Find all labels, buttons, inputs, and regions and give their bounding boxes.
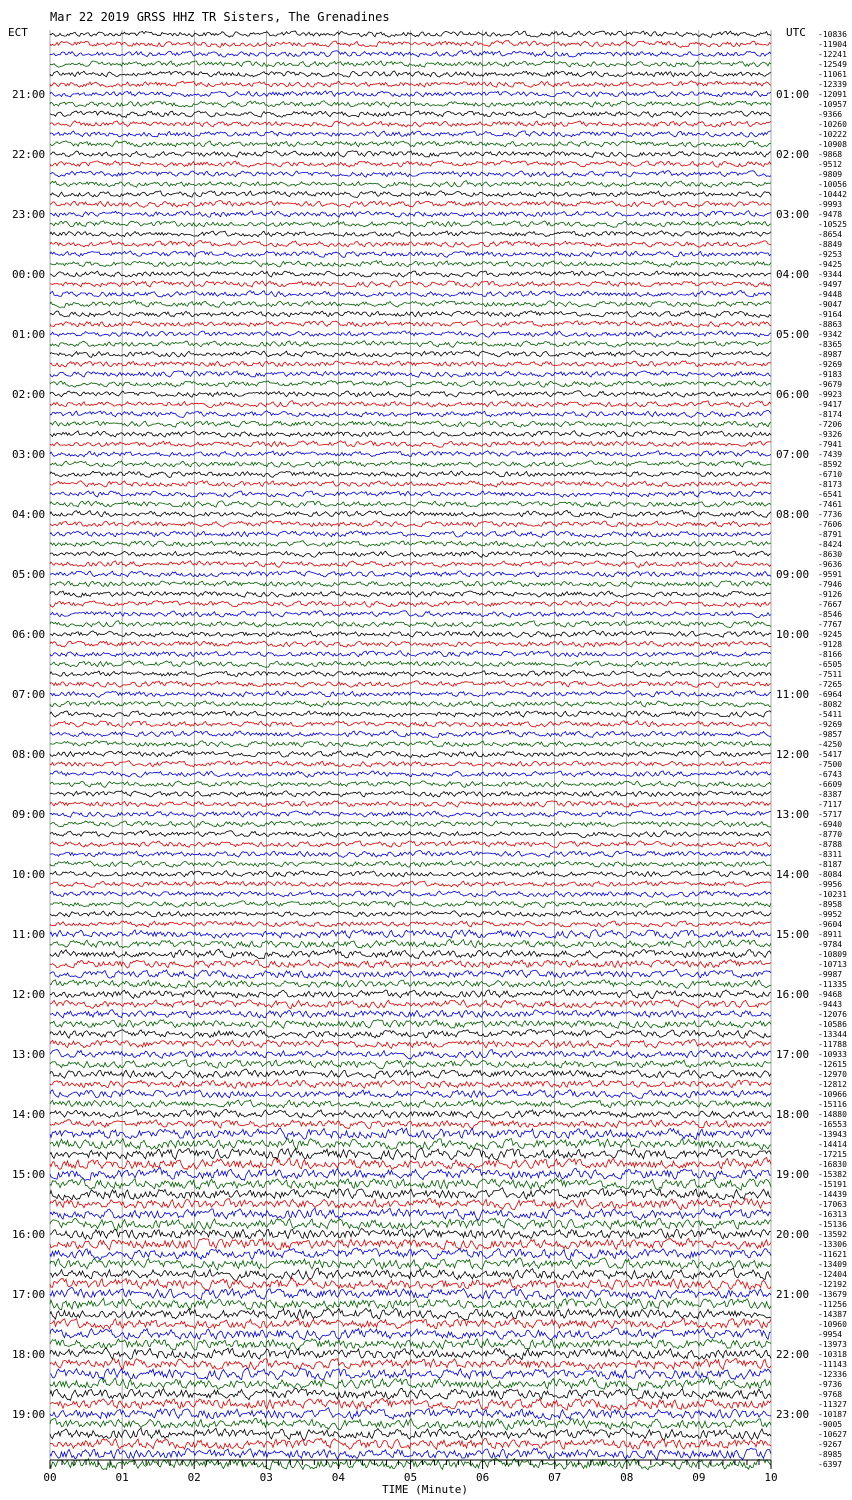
x-tick-label: 09	[692, 1471, 706, 1484]
trace-offset-label: -8166	[818, 650, 843, 659]
trace-offset-label: -9952	[818, 910, 843, 919]
trace-offset-label: -8987	[818, 350, 843, 359]
trace-offset-label: -6743	[818, 770, 843, 779]
trace-offset-label: -11904	[818, 40, 847, 49]
trace-offset-label: -7767	[818, 620, 843, 629]
left-hour-label: 13:00	[12, 1048, 46, 1061]
trace-offset-label: -16313	[818, 1210, 847, 1219]
left-hour-label: 05:00	[12, 568, 46, 581]
left-hour-label: 02:00	[12, 388, 46, 401]
trace-offset-label: -9857	[818, 730, 843, 739]
trace-offset-label: -8985	[818, 1450, 843, 1459]
trace-offset-label: -8863	[818, 320, 843, 329]
trace-offset-label: -10260	[818, 120, 847, 129]
trace-offset-label: -9679	[818, 380, 843, 389]
trace-offset-label: -9047	[818, 300, 843, 309]
trace-offset-label: -10933	[818, 1050, 847, 1059]
trace-offset-label: -5417	[818, 750, 843, 759]
trace-offset-label: -8082	[818, 700, 843, 709]
trace-offset-label: -9923	[818, 390, 843, 399]
trace-offset-label: -9417	[818, 400, 843, 409]
trace-offset-label: -13306	[818, 1240, 847, 1249]
trace-offset-label: -6964	[818, 690, 843, 699]
trace-offset-label: -7736	[818, 510, 843, 519]
trace-offset-label: -8958	[818, 900, 843, 909]
x-tick-label: 00	[43, 1471, 57, 1484]
trace-offset-label: -12336	[818, 1370, 847, 1379]
trace-offset-label: -13943	[818, 1130, 847, 1139]
left-hour-label: 09:00	[12, 808, 46, 821]
trace-offset-label: -9326	[818, 430, 843, 439]
trace-offset-label: -9366	[818, 110, 843, 119]
trace-offset-label: -8174	[818, 410, 843, 419]
trace-offset-label: -8849	[818, 240, 843, 249]
trace-offset-label: -9512	[818, 160, 843, 169]
trace-offset-label: -16830	[818, 1160, 847, 1169]
trace-offset-label: -8911	[818, 930, 843, 939]
trace-offset-label: -10442	[818, 190, 847, 199]
right-hour-label: 20:00	[776, 1228, 810, 1241]
trace-offset-label: -12091	[818, 90, 847, 99]
trace-offset-label: -15191	[818, 1180, 847, 1189]
trace-offset-label: -14387	[818, 1310, 847, 1319]
trace-offset-label: -11621	[818, 1250, 847, 1259]
right-hour-label: 10:00	[776, 628, 810, 641]
trace-offset-label: -10836	[818, 30, 847, 39]
trace-offset-label: -10957	[818, 100, 847, 109]
trace-offset-label: -6397	[818, 1460, 843, 1469]
left-hour-label: 16:00	[12, 1228, 46, 1241]
trace-offset-label: -12241	[818, 50, 847, 59]
trace-offset-label: -8546	[818, 610, 843, 619]
trace-offset-label: -11788	[818, 1040, 847, 1049]
trace-offset-label: -10960	[818, 1320, 847, 1329]
trace-offset-label: -7439	[818, 450, 843, 459]
trace-offset-label: -7941	[818, 440, 843, 449]
x-tick-label: 03	[259, 1471, 273, 1484]
right-hour-label: 19:00	[776, 1168, 810, 1181]
trace-offset-label: -4250	[818, 740, 843, 749]
right-hour-label: 18:00	[776, 1108, 810, 1121]
trace-offset-label: -10586	[818, 1020, 847, 1029]
right-hour-label: 14:00	[776, 868, 810, 881]
right-hour-label: 04:00	[776, 268, 810, 281]
trace-offset-label: -6710	[818, 470, 843, 479]
right-hour-label: 16:00	[776, 988, 810, 1001]
right-hour-label: 15:00	[776, 928, 810, 941]
left-hour-label: 10:00	[12, 868, 46, 881]
right-hour-label: 07:00	[776, 448, 810, 461]
trace-offset-label: -7265	[818, 680, 843, 689]
trace-offset-label: -10187	[818, 1410, 847, 1419]
trace-offset-label: -7206	[818, 420, 843, 429]
right-timezone-label: UTC	[786, 26, 806, 39]
trace-offset-label: -6505	[818, 660, 843, 669]
trace-offset-label: -9478	[818, 210, 843, 219]
right-hour-label: 08:00	[776, 508, 810, 521]
right-hour-label: 03:00	[776, 208, 810, 221]
x-tick-label: 02	[187, 1471, 201, 1484]
trace-offset-label: -17063	[818, 1200, 847, 1209]
trace-offset-label: -12812	[818, 1080, 847, 1089]
trace-offset-label: -9604	[818, 920, 843, 929]
right-hour-label: 22:00	[776, 1348, 810, 1361]
trace-offset-label: -8187	[818, 860, 843, 869]
trace-offset-label: -7117	[818, 800, 843, 809]
trace-offset-label: -8791	[818, 530, 843, 539]
trace-offset-label: -13679	[818, 1290, 847, 1299]
left-hour-label: 23:00	[12, 208, 46, 221]
left-hour-label: 19:00	[12, 1408, 46, 1421]
right-hour-labels	[776, 88, 809, 1421]
trace-offset-label: -14880	[818, 1110, 847, 1119]
trace-offset-label: -13409	[818, 1260, 847, 1269]
trace-offset-label: -12970	[818, 1070, 847, 1079]
left-hour-label: 11:00	[12, 928, 46, 941]
trace-offset-label: -11061	[818, 70, 847, 79]
trace-offset-label: -11143	[818, 1360, 847, 1369]
left-hour-label: 21:00	[12, 88, 46, 101]
trace-offset-label: -10908	[818, 140, 847, 149]
trace-offset-label: -9245	[818, 630, 843, 639]
left-hour-label: 22:00	[12, 148, 46, 161]
trace-offset-label: -12076	[818, 1010, 847, 1019]
trace-offset-label: -8387	[818, 790, 843, 799]
trace-offset-label: -5411	[818, 710, 843, 719]
trace-offset-label: -13344	[818, 1030, 847, 1039]
trace-offset-label: -9768	[818, 1390, 843, 1399]
left-hour-label: 14:00	[12, 1108, 46, 1121]
trace-offset-label: -6541	[818, 490, 843, 499]
left-hour-label: 06:00	[12, 628, 46, 641]
trace-offset-label: -5717	[818, 810, 843, 819]
x-tick-label: 05	[403, 1471, 418, 1484]
trace-offset-label: -9425	[818, 260, 843, 269]
trace-offset-label: -13592	[818, 1230, 847, 1239]
trace-offset-label: -9342	[818, 330, 843, 339]
trace-offset-label: -7511	[818, 670, 843, 679]
right-hour-label: 21:00	[776, 1288, 810, 1301]
trace-offset-label: -8630	[818, 550, 843, 559]
trace-offset-label: -15136	[818, 1220, 847, 1229]
trace-offset-label: -8424	[818, 540, 843, 549]
trace-offset-label: -11335	[818, 980, 847, 989]
trace-offset-label: -8654	[818, 230, 843, 239]
trace-offset-label: -11327	[818, 1400, 847, 1409]
right-hour-label: 06:00	[776, 388, 810, 401]
trace-offset-label: -8592	[818, 460, 843, 469]
trace-offset-label: -10966	[818, 1090, 847, 1099]
trace-offset-label: -15382	[818, 1170, 847, 1179]
left-hour-label: 07:00	[12, 688, 46, 701]
left-hour-label: 08:00	[12, 748, 46, 761]
left-hour-label: 01:00	[12, 328, 46, 341]
right-hour-label: 17:00	[776, 1048, 810, 1061]
trace-offset-label: -9636	[818, 560, 843, 569]
trace-offset-label: -12339	[818, 80, 847, 89]
trace-offset-label: -9448	[818, 290, 843, 299]
trace-offset-label: -9443	[818, 1000, 843, 1009]
right-hour-label: 09:00	[776, 568, 810, 581]
trace-offset-label: -10056	[818, 180, 847, 189]
trace-offset-label: -9993	[818, 200, 843, 209]
trace-offset-label: -17215	[818, 1150, 847, 1159]
left-hour-label: 03:00	[12, 448, 46, 461]
x-tick-label: 04	[331, 1471, 346, 1484]
x-axis-ticks	[43, 1460, 777, 1484]
trace-offset-label: -9736	[818, 1380, 843, 1389]
trace-offset-label: -8788	[818, 840, 843, 849]
trace-offset-label: -10318	[818, 1350, 847, 1359]
right-hour-label: 23:00	[776, 1408, 810, 1421]
x-tick-label: 07	[548, 1471, 562, 1484]
trace-offset-label: -14439	[818, 1190, 847, 1199]
trace-offset-label: -10231	[818, 890, 847, 899]
trace-offset-label: -12549	[818, 60, 847, 69]
trace-offset-label: -9126	[818, 590, 843, 599]
trace-offset-label: -9344	[818, 270, 843, 279]
right-hour-label: 11:00	[776, 688, 810, 701]
left-hour-label: 15:00	[12, 1168, 46, 1181]
x-tick-label: 01	[115, 1471, 129, 1484]
trace-offset-label: -15116	[818, 1100, 847, 1109]
trace-offset-label: -10627	[818, 1430, 847, 1439]
trace-offset-label: -8084	[818, 870, 843, 879]
left-hour-label: 12:00	[12, 988, 46, 1001]
x-tick-label: 10	[764, 1471, 778, 1484]
right-hour-label: 02:00	[776, 148, 810, 161]
left-hour-label: 17:00	[12, 1288, 46, 1301]
x-axis-label: TIME (Minute)	[381, 1483, 469, 1496]
trace-offset-label: -6940	[818, 820, 843, 829]
trace-offset-label: -12192	[818, 1280, 847, 1289]
left-hour-label: 04:00	[12, 508, 46, 521]
trace-offset-label: -9809	[818, 170, 843, 179]
right-hour-label: 12:00	[776, 748, 810, 761]
trace-offset-label: -7667	[818, 600, 843, 609]
trace-offset-label: -11256	[818, 1300, 847, 1309]
trace-offset-label: -9269	[818, 360, 843, 369]
trace-offset-label: -9954	[818, 1330, 843, 1339]
trace-offset-label: -9468	[818, 990, 843, 999]
left-hour-labels	[12, 88, 45, 1421]
x-tick-label: 08	[620, 1471, 634, 1484]
trace-offset-label: -9784	[818, 940, 843, 949]
trace-offset-label: -9005	[818, 1420, 843, 1429]
trace-offset-label: -8770	[818, 830, 843, 839]
chart-title: Mar 22 2019 GRSS HHZ TR Sisters, The Grenadines	[50, 10, 390, 24]
trace-offset-label: -9591	[818, 570, 843, 579]
right-hour-label: 05:00	[776, 328, 810, 341]
trace-offset-label: -6609	[818, 780, 843, 789]
trace-offset-label: -10222	[818, 130, 847, 139]
trace-offset-label: -9267	[818, 1440, 843, 1449]
trace-offset-label: -14414	[818, 1140, 847, 1149]
trace-offset-label: -9956	[818, 880, 843, 889]
x-tick-label: 06	[475, 1471, 490, 1484]
trace-offset-label: -9987	[818, 970, 843, 979]
trace-offset-label: -8365	[818, 340, 843, 349]
trace-offset-label: -9868	[818, 150, 843, 159]
trace-offset-label: -7461	[818, 500, 843, 509]
trace-offset-label: -10525	[818, 220, 847, 229]
trace-offset-label: -9269	[818, 720, 843, 729]
trace-offset-label: -16553	[818, 1120, 847, 1129]
trace-offset-label: -12615	[818, 1060, 847, 1069]
trace-offset-label: -9253	[818, 250, 843, 259]
trace-offset-label: -12404	[818, 1270, 847, 1279]
left-hour-label: 18:00	[12, 1348, 46, 1361]
trace-offset-label: -8311	[818, 850, 843, 859]
trace-offset-label: -9497	[818, 280, 843, 289]
trace-offset-labels	[818, 30, 847, 1469]
left-timezone-label: ECT	[8, 26, 28, 39]
right-hour-label: 13:00	[776, 808, 810, 821]
trace-offset-label: -9164	[818, 310, 843, 319]
trace-offset-label: -10809	[818, 950, 847, 959]
trace-offset-label: -7500	[818, 760, 843, 769]
left-hour-label: 00:00	[12, 268, 46, 281]
trace-offset-label: -7606	[818, 520, 843, 529]
trace-offset-label: -8173	[818, 480, 843, 489]
trace-offset-label: -9183	[818, 370, 843, 379]
trace-offset-label: -7946	[818, 580, 843, 589]
trace-offset-label: -10713	[818, 960, 847, 969]
trace-offset-label: -13973	[818, 1340, 847, 1349]
trace-offset-label: -9128	[818, 640, 843, 649]
right-hour-label: 01:00	[776, 88, 810, 101]
